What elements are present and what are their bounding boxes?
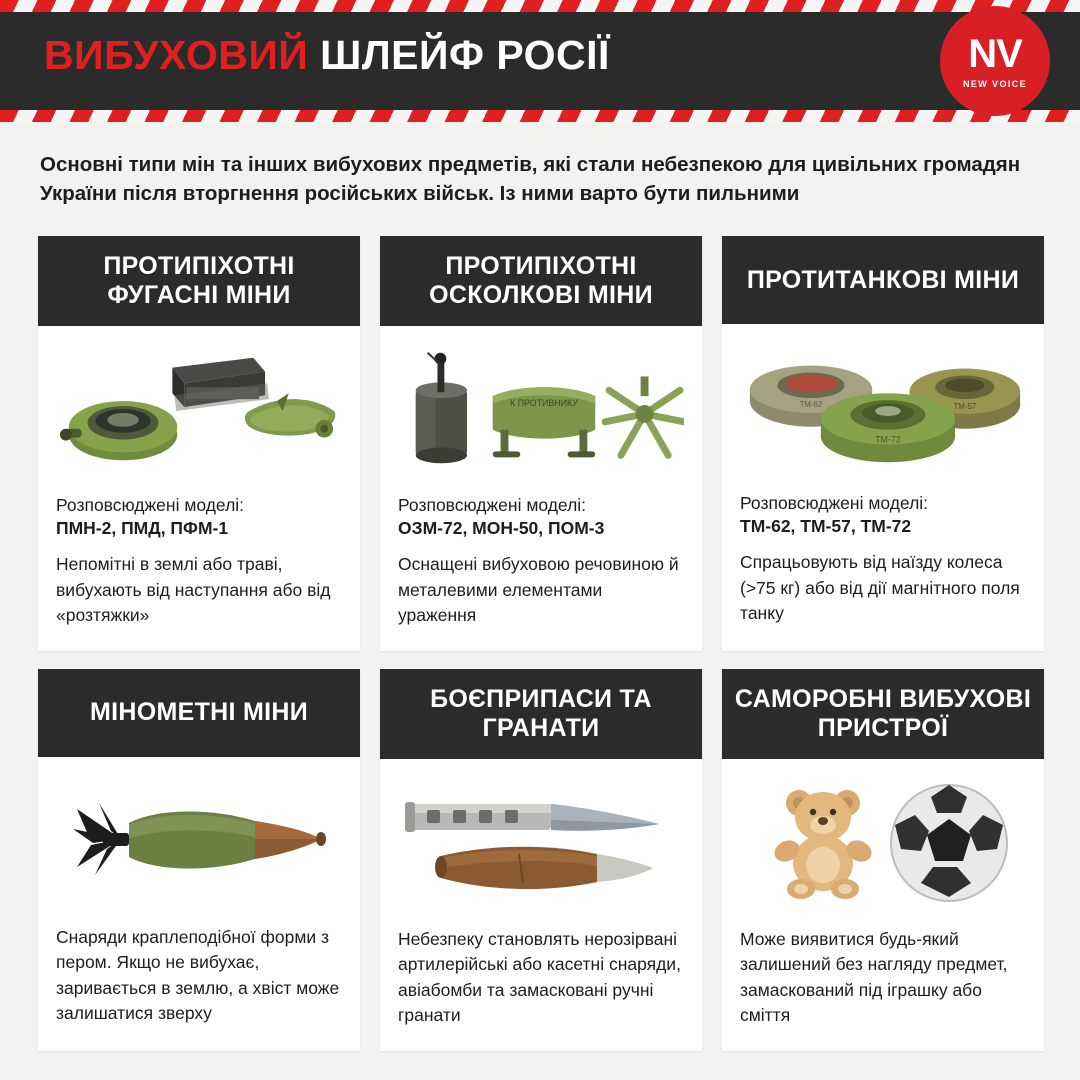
card-title: ПРОТИПІХОТНІ ФУГАСНІ МІНИ <box>38 236 360 326</box>
card-description: Може виявитися будь-який залишений без нагляду предмет, замаскований під іграшку або сміття <box>740 928 1008 1026</box>
artillery-shells-illustration <box>398 767 684 917</box>
card-title: МІНОМЕТНІ МІНИ <box>38 669 360 757</box>
card-models-label: Розповсюджені моделі: <box>740 493 929 513</box>
page-title <box>44 32 610 79</box>
svg-text:К ПРОТИВНИКУ: К ПРОТИВНИКУ <box>509 398 578 409</box>
card-title: БОЄПРИПАСИ ТА ГРАНАТИ <box>380 669 702 759</box>
soccer-ball-icon <box>891 785 1007 901</box>
nv-logo <box>940 6 1050 116</box>
card-models-value: ТМ-62, ТМ-57, ТМ-72 <box>740 516 912 537</box>
antipersonnel-fragmentation-mines-illustration <box>398 334 684 484</box>
card-description: Спрацьовують від наїзду колеса (>75 кг) або від дії магнітного поля танку <box>740 552 1020 624</box>
page-title-accent: ВИБУХОВИЙ <box>44 32 309 78</box>
card-description: Непомітні в землі або траві, вибухають від наступання або від «розтяжки» <box>56 554 331 626</box>
card-models-value: ПМН-2, ПМД, ПФМ-1 <box>56 518 229 539</box>
card-body <box>722 324 1044 651</box>
card-models-value: ОЗМ-72, МОН-50, ПОМ-3 <box>398 518 605 539</box>
card-mortar-mines <box>38 669 360 1051</box>
intro-paragraph: Основні типи мін та інших вибухових предметів, які стали небезпекою для цивільних громадян України після вторгнення російських військ. Із ними варто бути пильними <box>40 153 1021 206</box>
card-description: Оснащені вибуховою речовиною й металевими елементами ураження <box>398 554 679 626</box>
card-munitions-grenades <box>380 669 702 1051</box>
card-description: Небезпеку становлять нерозірвані артилерійські або касетні снаряди, авіабомби та замасковані ручні гранати <box>398 928 681 1026</box>
logo-subtext: NEW VOICE <box>962 78 1028 89</box>
card-body <box>380 326 702 651</box>
svg-text:ТМ-57: ТМ-57 <box>953 401 977 411</box>
card-title: ПРОТИТАНКОВІ МІНИ <box>722 236 1044 324</box>
antitank-mines-illustration <box>740 332 1026 482</box>
card-models-label: Розповсюджені моделі: <box>56 495 245 515</box>
mortar-shell-illustration <box>56 765 342 915</box>
card-title: САМОРОБНІ ВИБУХОВІ ПРИСТРОЇ <box>722 669 1044 759</box>
card-antipersonnel-fragmentation <box>380 236 702 651</box>
header-banner <box>0 0 1080 122</box>
page-title-rest: ШЛЕЙФ РОСІЇ <box>320 32 610 78</box>
hazard-stripe-top <box>0 0 1080 12</box>
logo-circle <box>940 6 1050 116</box>
svg-text:ТМ-72: ТМ-72 <box>875 434 901 445</box>
card-antipersonnel-blast <box>38 236 360 651</box>
card-description: Снаряди краплеподібної форми з пером. Якщо не вибухає, заривається в землю, а хвіст може залишатися зверху <box>56 926 340 1024</box>
cards-grid <box>38 236 1044 1051</box>
card-improvised-devices <box>722 669 1044 1051</box>
card-antitank <box>722 236 1044 651</box>
hazard-stripe-bottom <box>0 110 1080 122</box>
card-body <box>38 757 360 1051</box>
card-models <box>398 494 684 540</box>
card-title: ПРОТИПІХОТНІ ОСКОЛКОВІ МІНИ <box>380 236 702 326</box>
card-body <box>380 759 702 1051</box>
card-models <box>56 494 342 540</box>
card-body <box>38 326 360 651</box>
teddy-bear-and-ball-illustration <box>740 767 1026 917</box>
svg-text:ТМ-62: ТМ-62 <box>799 399 823 409</box>
logo-text: NV <box>968 31 1022 76</box>
card-models-label: Розповсюджені моделі: <box>398 495 587 515</box>
card-models <box>740 492 1026 538</box>
antipersonnel-blast-mines-illustration <box>56 334 342 484</box>
card-body <box>722 759 1044 1051</box>
teddy-bear-icon <box>771 790 875 899</box>
